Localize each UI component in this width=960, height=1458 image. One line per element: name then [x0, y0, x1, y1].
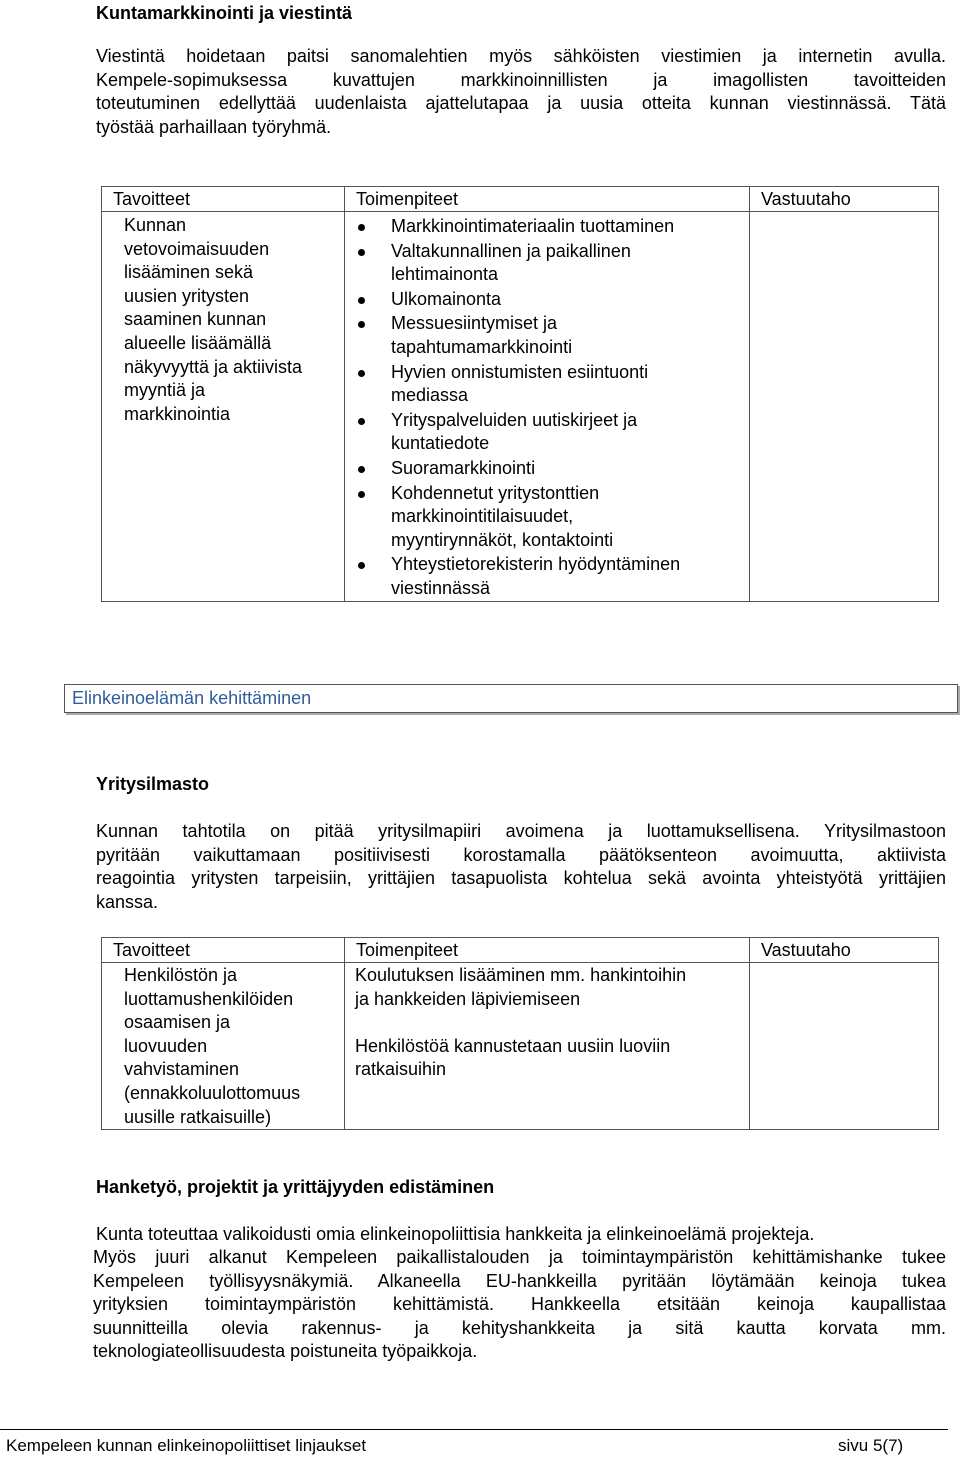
- bullet-icon: [358, 321, 365, 328]
- heading-hanketyo: Hanketyö, projektit ja yrittäjyyden edistäminen: [96, 1177, 495, 1197]
- list-item: [345, 312, 749, 359]
- list-item: [345, 240, 749, 287]
- action-text: ratkaisuihin: [355, 1059, 447, 1080]
- paragraph-viestinta: [96, 45, 946, 139]
- action-text: Valtakunnallinen ja paikallinen: [391, 240, 631, 261]
- goal-line: luottamushenkilöiden: [124, 988, 294, 1009]
- list-item: [345, 361, 749, 408]
- actions-list: [345, 212, 749, 601]
- bullet-icon: [358, 370, 365, 377]
- footer-divider: [0, 1429, 948, 1430]
- goal-line: markkinointia: [124, 403, 231, 424]
- bullet-icon: [358, 297, 365, 304]
- action-text: Yrityspalveluiden uutiskirjeet ja: [391, 409, 638, 430]
- goal-line: osaamisen ja: [124, 1012, 231, 1033]
- table-header-row: [102, 187, 939, 212]
- goal-line: alueelle lisäämällä: [124, 332, 272, 353]
- goal-cell: [102, 212, 344, 426]
- action-text: Ulkomainonta: [391, 288, 502, 309]
- paragraph-first-line: Kunta toteuttaa valikoidusti omia elinkeinopoliittisia hankkeita ja elinkeinoelämä projekteja.: [96, 1224, 815, 1244]
- paragraph-line: työstää parhaillaan työryhmä.: [96, 116, 332, 137]
- responsible-cell: [750, 212, 939, 602]
- goal-line: saaminen kunnan: [124, 309, 267, 330]
- bullet-icon: [358, 466, 365, 473]
- paragraph-line: Myös juuri alkanut Kempeleen paikallistalouden ja toimintaympäristön kehittämishanke tukee: [93, 1247, 946, 1267]
- paragraph-line: yrityksien toimintaympäristön kehittämistä. Hankkeella etsitään keinoja kaupallistaa: [93, 1294, 946, 1315]
- list-item: [345, 288, 749, 312]
- header-vastuutaho: Vastuutaho: [761, 189, 851, 209]
- paragraph-line: teknologiateollisuudesta poistuneita työpaikkoja.: [93, 1341, 478, 1362]
- paragraph-line: Kunnan tahtotila on pitää yritysilmapiiri avoimena ja luottamuksellisena. Yritysilmastoon: [96, 821, 946, 841]
- footer-page-number: sivu 5(7): [838, 1436, 904, 1455]
- header-toimenpiteet: Toimenpiteet: [356, 189, 459, 209]
- action-text: myyntirynnäköt, kontaktointi: [391, 529, 614, 550]
- list-item: [345, 457, 749, 481]
- action-text: Markkinointimateriaalin tuottaminen: [391, 216, 675, 236]
- paragraph-line: Kempeleen työllisyysnäkymiä. Alkaneella EU-hankkeilla pyritään löytämään keinoja tukea: [93, 1270, 946, 1291]
- goal-line: luovuuden: [124, 1035, 208, 1056]
- paragraph-line: toteutuminen edellyttää uudenlaista ajattelutapaa ja uusia otteita kunnan viestinnässä. Tätä: [96, 93, 946, 114]
- action-text: markkinointitilaisuudet,: [391, 506, 574, 527]
- paragraph-hanketyo: [93, 1246, 946, 1364]
- action-text: lehtimainonta: [391, 264, 499, 285]
- list-item: [345, 482, 749, 553]
- header-tavoitteet: Tavoitteet: [113, 189, 191, 209]
- goal-line: Kunnan: [124, 215, 187, 235]
- section-title-box: [64, 684, 958, 713]
- paragraph-yritysilmasto: [96, 820, 946, 914]
- paragraph-line: Kempele-sopimuksessa kuvattujen markkinoinnillisten ja imagollisten tavoitteiden: [96, 69, 946, 90]
- responsible-cell: [750, 963, 939, 1130]
- paragraph-line: suunnitteilla olevia rakennus- ja kehityshankkeita ja sitä kautta korvata mm.: [93, 1317, 946, 1338]
- actions-cell: [345, 963, 749, 1082]
- list-item: [345, 409, 749, 456]
- goal-line: vahvistaminen: [124, 1059, 240, 1080]
- action-text: Henkilöstöä kannustetaan uusiin luoviin: [355, 1035, 671, 1056]
- action-text: Hyvien onnistumisten esiintuonti: [391, 361, 649, 382]
- bullet-icon: [358, 491, 365, 498]
- bullet-icon: [358, 224, 365, 231]
- goal-line: näkyvyyttä ja aktiivista: [124, 356, 303, 377]
- goal-cell: [102, 963, 344, 1129]
- header-vastuutaho: Vastuutaho: [761, 940, 851, 960]
- goal-line: (ennakkoluulottomuus: [124, 1082, 301, 1103]
- header-toimenpiteet: Toimenpiteet: [356, 940, 459, 960]
- action-text: Suoramarkkinointi: [391, 457, 536, 478]
- table-marketing: [101, 186, 939, 602]
- action-text: Koulutuksen lisääminen mm. hankintoihin: [355, 965, 687, 985]
- bullet-icon: [358, 418, 365, 425]
- bullet-icon: [358, 249, 365, 256]
- footer-document-title: Kempeleen kunnan elinkeinopoliittiset linjaukset: [6, 1436, 367, 1455]
- action-text: Messuesiintymiset ja: [391, 313, 558, 334]
- section-title: Elinkeinoelämän kehittäminen: [72, 688, 312, 708]
- table-header-row: [102, 938, 939, 963]
- action-text: kuntatiedote: [391, 433, 490, 454]
- header-tavoitteet: Tavoitteet: [113, 940, 191, 960]
- paragraph-line: Viestintä hoidetaan paitsi sanomalehtien myös sähköisten viestimien ja internetin avulla.: [96, 46, 946, 66]
- goal-line: Henkilöstön ja: [124, 965, 238, 985]
- list-item: [345, 553, 749, 600]
- table-row: [102, 212, 939, 602]
- paragraph-line: reagointia yritysten tarpeisiin, yrittäjien tasapuolista kohtelua sekä avointa yhteistyötä yrittäjien: [96, 868, 946, 889]
- list-item: [345, 215, 749, 239]
- action-text: Kohdennetut yritystonttien: [391, 482, 600, 503]
- table-personnel: [101, 937, 939, 1130]
- paragraph-line: kanssa.: [96, 891, 159, 912]
- goal-line: vetovoimaisuuden: [124, 238, 270, 259]
- goal-line: uusille ratkaisuille): [124, 1106, 272, 1127]
- action-text: viestinnässä: [391, 577, 491, 598]
- table-row: [102, 963, 939, 1130]
- paragraph-line: pyritään vaikuttamaan positiivisesti korostamalla päätöksenteon avoimuutta, aktiivista: [96, 844, 946, 865]
- goal-line: uusien yritysten: [124, 285, 250, 306]
- goal-line: myyntiä ja: [124, 380, 206, 401]
- goal-line: lisääminen sekä: [124, 262, 254, 283]
- action-text: mediassa: [391, 385, 469, 406]
- heading-kuntamarkkinointi: Kuntamarkkinointi ja viestintä: [96, 3, 353, 23]
- bullet-icon: [358, 562, 365, 569]
- action-text: ja hankkeiden läpiviemiseen: [355, 988, 581, 1009]
- action-text: tapahtumamarkkinointi: [391, 336, 573, 357]
- action-text: Yhteystietorekisterin hyödyntäminen: [391, 554, 681, 575]
- heading-yritysilmasto: Yritysilmasto: [96, 774, 210, 794]
